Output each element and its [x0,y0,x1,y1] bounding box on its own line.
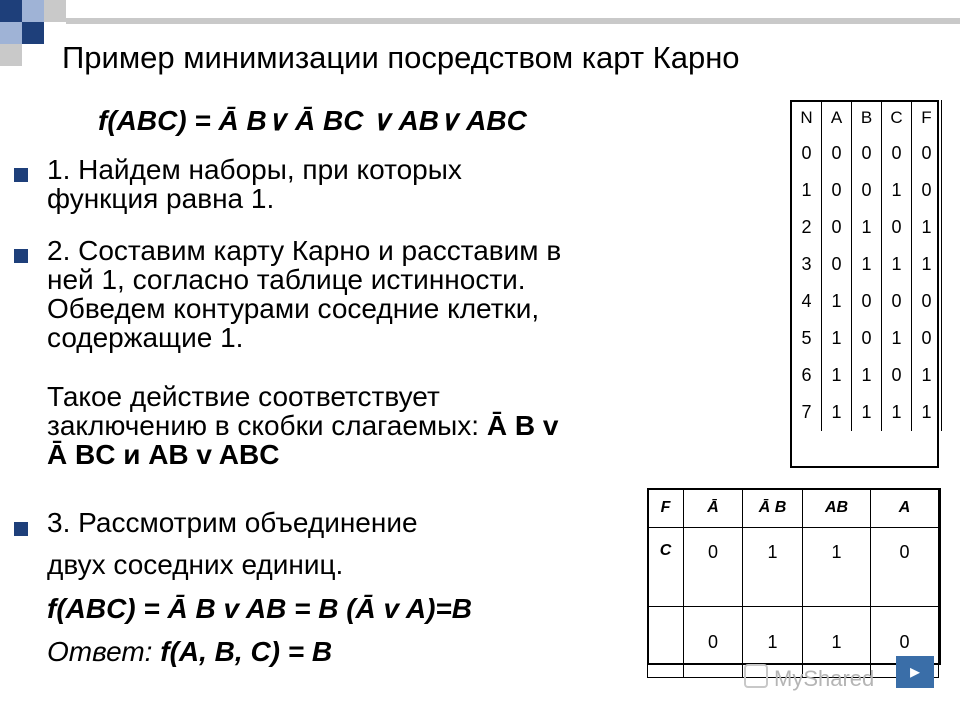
answer-value: f(A, B, C) = B [160,636,333,667]
bullet-icon [14,168,28,182]
decor-square [0,22,22,44]
table-cell: 0 [912,320,942,357]
table-cell: 1 [852,394,882,431]
decor-square [0,0,22,22]
decor-square [22,22,44,44]
table-cell: 1 [912,209,942,246]
table-cell: 1 [852,357,882,394]
answer-line [47,637,332,666]
table-cell: 1 [852,246,882,283]
paragraph-line-3: Ā BC и AB v ABC [47,439,280,470]
bullet-icon [14,522,28,536]
table-cell: 0 [912,283,942,320]
table-cell: 1 [822,357,852,394]
table-cell: 1 [852,209,882,246]
item-1-line-2: функция равна 1. [47,183,275,214]
table-cell: 1 [882,172,912,209]
truth-header-cell: A [822,100,852,135]
truth-header-cell: N [792,100,822,135]
table-cell: 0 [882,209,912,246]
truth-table [791,100,942,431]
table-row [792,172,942,209]
karnaugh-header-row [648,489,939,528]
table-cell: 1 [743,528,803,607]
table-cell: 0 [852,135,882,172]
table-cell: 0 [912,172,942,209]
answer-label: Ответ: [47,636,161,667]
table-cell: 0 [684,607,743,678]
table-cell: 1 [822,394,852,431]
truth-table-header-row [792,100,942,135]
table-row [648,528,939,607]
karnaugh-header-cell: Ā [684,489,743,528]
table-cell: 1 [743,607,803,678]
table-cell: 1 [912,394,942,431]
paragraph-line-2-bold: Ā B v [486,410,559,441]
table-cell: 3 [792,246,822,283]
table-cell: 0 [871,528,939,607]
truth-header-cell: C [882,100,912,135]
watermark-text: MyShared [774,666,875,691]
function-formula: f(ABC) = Ā B∨ Ā BC ∨ AB∨ ABC [98,105,527,136]
table-row [792,394,942,431]
truth-header-cell: F [912,100,942,135]
karnaugh-header-cell: AB [803,489,871,528]
table-cell: 1 [803,528,871,607]
watermark-logo-icon [744,664,768,688]
item-2-line-2: ней 1, согласно таблице истинности. [47,264,526,295]
table-row [792,209,942,246]
table-cell: 0 [882,283,912,320]
table-cell: 0 [882,357,912,394]
table-cell: 7 [792,394,822,431]
table-cell: 1 [882,394,912,431]
table-cell: 0 [684,528,743,607]
table-cell: 0 [882,135,912,172]
table-cell: 0 [871,607,939,678]
item-2-line-4: содержащие 1. [47,322,244,353]
truth-header-cell: B [852,100,882,135]
table-row [792,283,942,320]
table-cell: 0 [822,246,852,283]
karnaugh-map [647,488,939,678]
karnaugh-header-cell: A [871,489,939,528]
table-row [792,320,942,357]
table-cell: 1 [803,607,871,678]
paragraph-line-1: Такое действие соответствует [47,381,440,412]
item-2-line-1: 2. Составим карту Карно и расставим в [47,235,562,266]
table-cell: 1 [912,246,942,283]
karnaugh-header-cell: Ā B [743,489,803,528]
karnaugh-header-cell: F [648,489,684,528]
bullet-icon [14,249,28,263]
paragraph-line-2 [47,411,558,440]
decor-square [44,0,66,22]
table-cell: 0 [912,135,942,172]
table-cell: 1 [882,246,912,283]
table-cell: 0 [852,172,882,209]
paragraph-line-2-text: заключению в скобки слагаемых: [47,410,487,441]
karnaugh-row-label: C [648,528,684,607]
table-cell: 0 [822,135,852,172]
slide-title: Пример минимизации посредством карт Карно [62,40,740,75]
table-cell: 5 [792,320,822,357]
item-1-line-1: 1. Найдем наборы, при которых [47,154,462,185]
table-cell: 0 [852,320,882,357]
table-cell: 1 [822,320,852,357]
item-2-line-3: Обведем контурами соседние клетки, [47,293,540,324]
table-cell: 1 [792,172,822,209]
karnaugh-row-label [648,607,684,678]
item-3-line-2: двух соседних единиц. [47,549,344,580]
table-cell: 0 [822,209,852,246]
item-3-line-1: 3. Рассмотрим объединение [47,507,418,538]
table-cell: 0 [822,172,852,209]
table-cell: 2 [792,209,822,246]
table-cell: 6 [792,357,822,394]
table-cell: 1 [882,320,912,357]
slide-nav-icon[interactable]: ▸ [896,656,934,688]
table-cell: 0 [792,135,822,172]
table-row [792,246,942,283]
decor-square [22,0,44,22]
table-cell: 4 [792,283,822,320]
decor-square [0,44,22,66]
decor-bar [66,18,960,24]
table-cell: 0 [852,283,882,320]
table-row [792,135,942,172]
table-cell: 1 [912,357,942,394]
table-cell: 1 [822,283,852,320]
result-formula: f(ABC) = Ā B v AB = B (Ā v A)=B [47,593,472,624]
table-row [792,357,942,394]
